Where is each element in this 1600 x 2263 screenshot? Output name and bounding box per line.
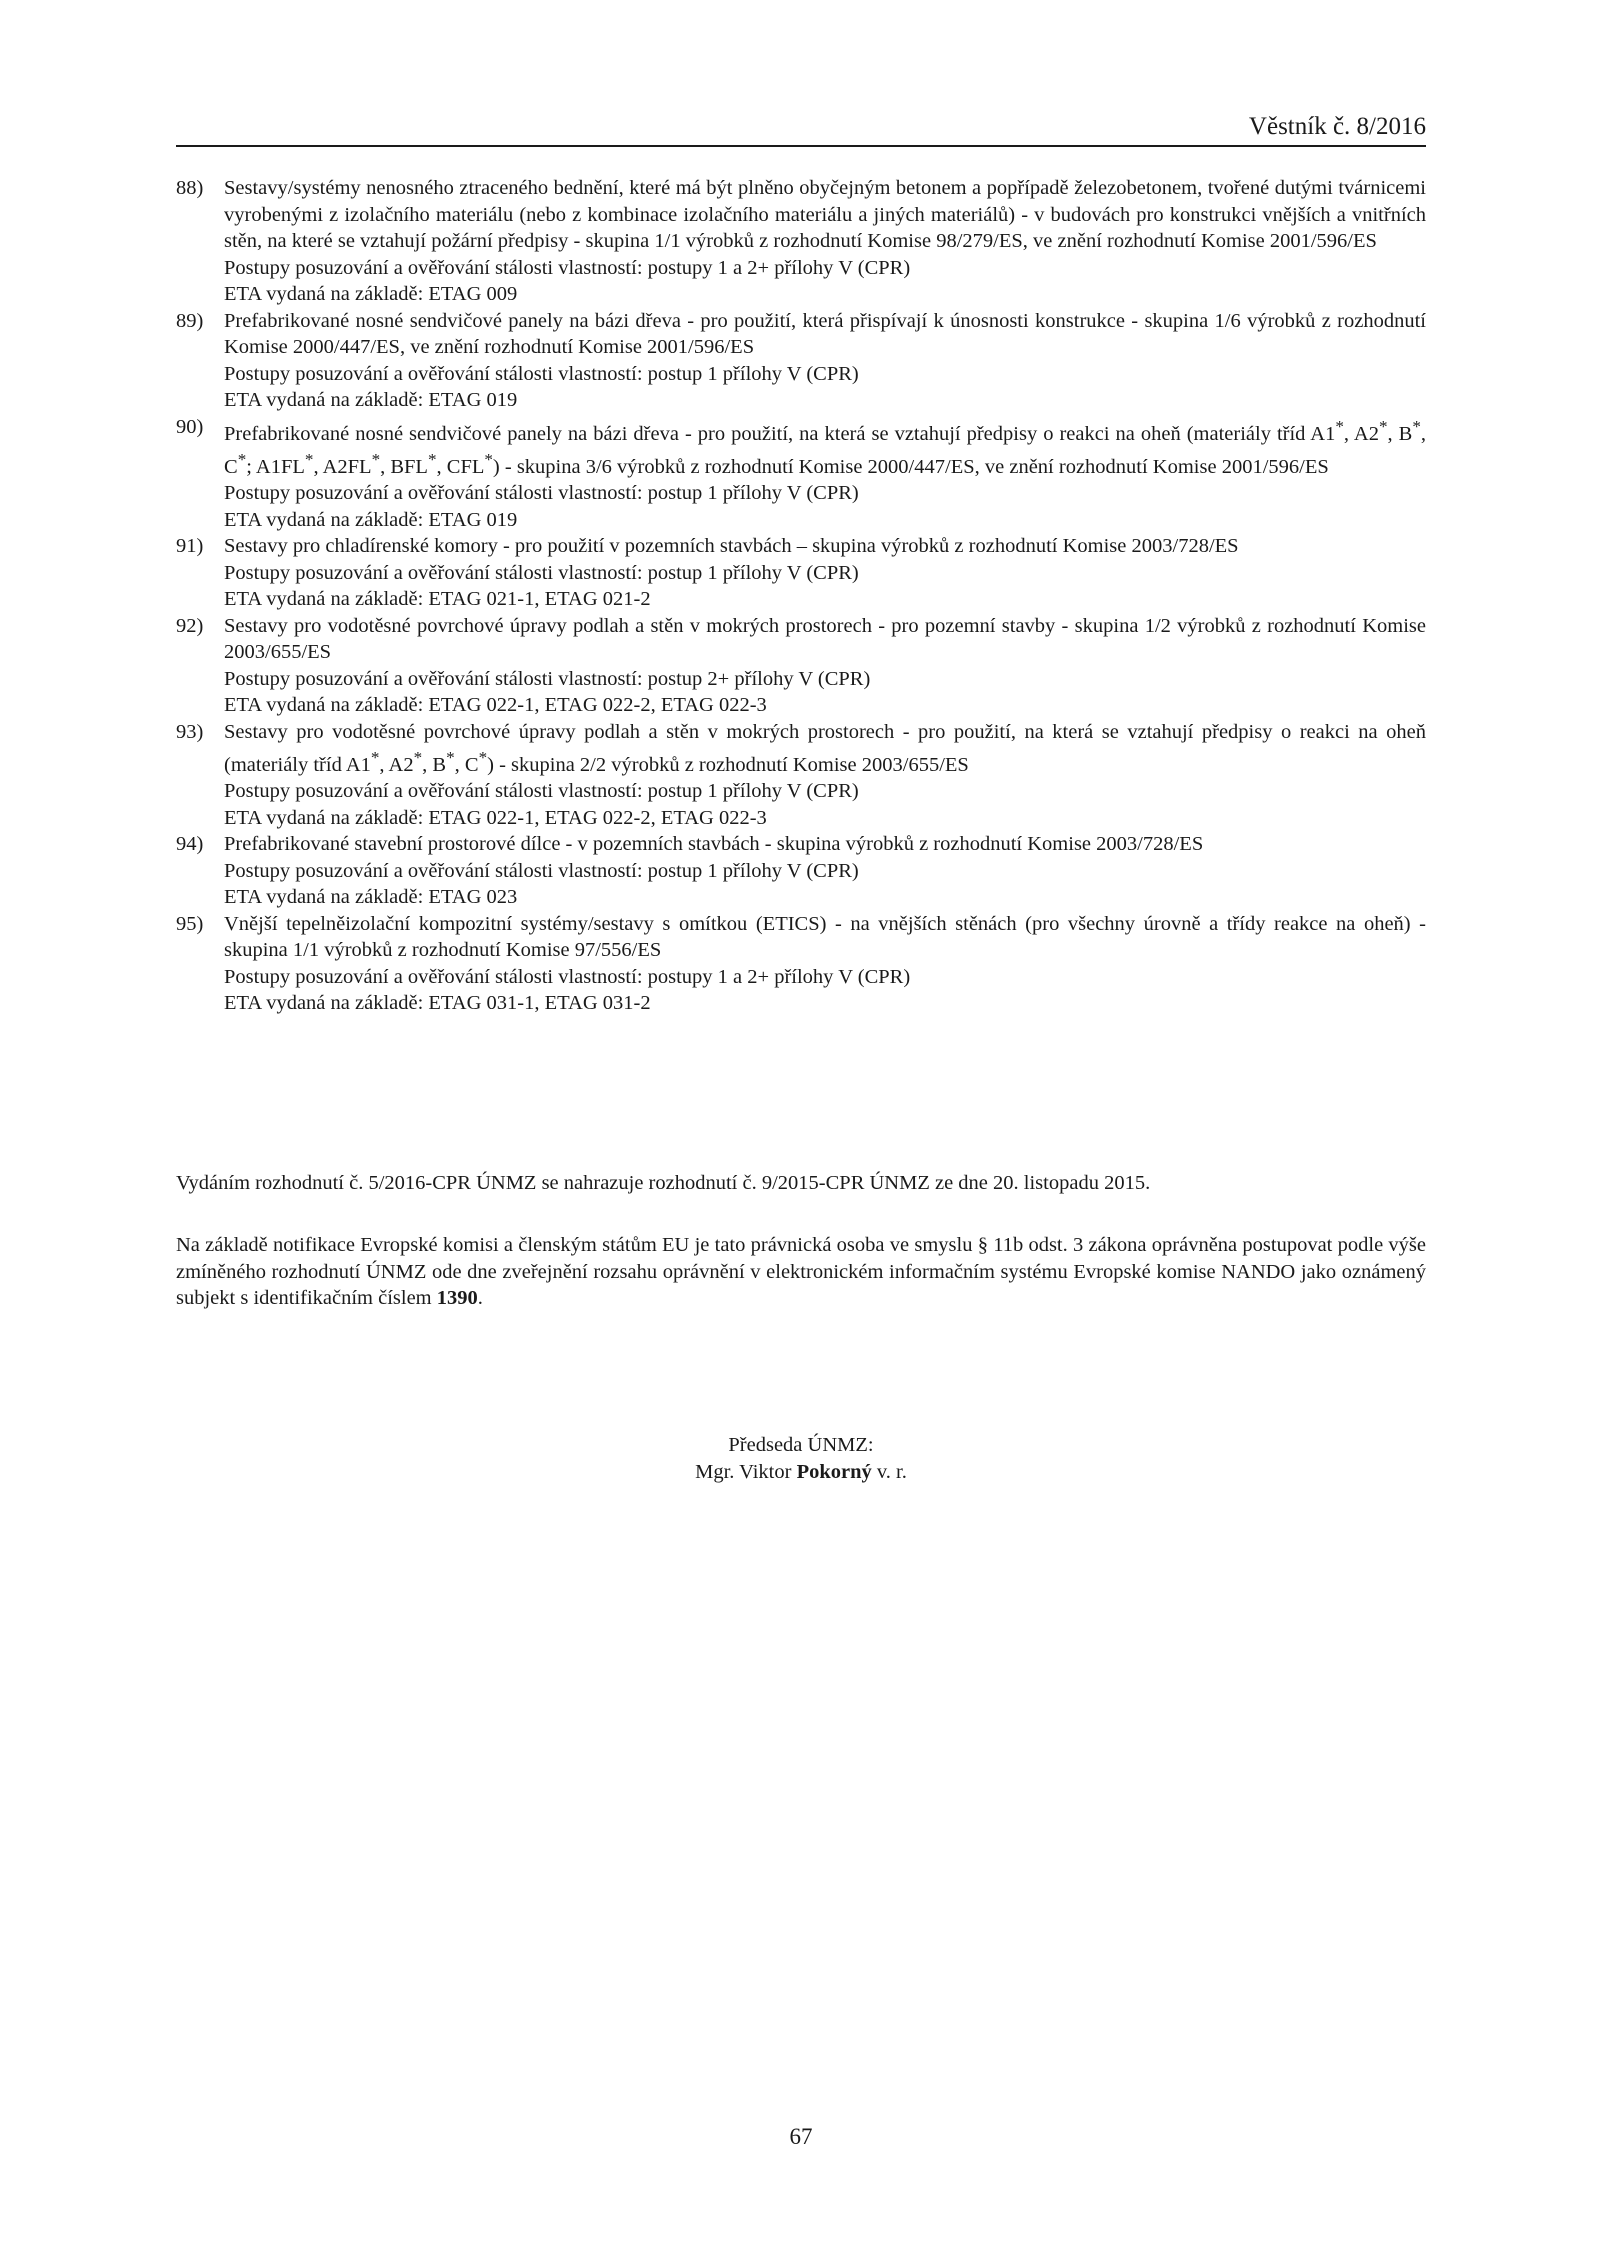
item-body — [224, 911, 1426, 1017]
item-eta: ETA vydaná na základě: ETAG 019 — [224, 389, 518, 411]
item-number: 88) — [176, 177, 204, 199]
identification-number: 1390 — [436, 1287, 478, 1309]
item-eta: ETA vydaná na základě: ETAG 021-1, ETAG 021-2 — [224, 588, 651, 611]
list-item — [176, 719, 1426, 832]
item-number: 90) — [176, 415, 204, 438]
item-number: 89) — [176, 309, 204, 332]
item-procedure: Postupy posuzování a ověřování stálosti vlastností: postup 1 přílohy V (CPR) — [224, 482, 859, 505]
list-item — [176, 911, 1426, 1017]
replacement-note-paragraph: Vydáním rozhodnutí č. 5/2016-CPR ÚNMZ se nahrazuje rozhodnutí č. 9/2015-CPR ÚNMZ ze dne 20. listopadu 2015. — [176, 1172, 1151, 1194]
item-procedure: Postupy posuzování a ověřování stálosti vlastností: postupy 1 a 2+ přílohy V (CPR) — [224, 256, 911, 279]
item-list — [176, 175, 1426, 1017]
notification-paragraph: Na základě notifikace Evropské komisi a členským státům EU je tato právnická osoba ve smyslu § 11b odst. 3 zákona oprávněna postupovat podle výše zmíněného rozhodnutí ÚNMZ ode dne zveřejnění rozsahu oprávnění v elektronickém informačním systému Evropské komise NANDO jako oznámený subjekt s identifikačním číslem 1390. — [176, 1234, 1426, 1309]
item-eta: ETA vydaná na základě: ETAG 009 — [224, 283, 518, 305]
item-eta: ETA vydaná na základě: ETAG 022-1, ETAG 022-2, ETAG 022-3 — [224, 806, 767, 829]
signature-name: Mgr. Viktor Pokorný v. r. — [695, 1460, 907, 1483]
item-number: 94) — [176, 833, 204, 856]
item-number: 92) — [176, 614, 204, 637]
signature-role: Předseda ÚNMZ: — [728, 1434, 874, 1456]
item-description: Sestavy/systémy nenosného ztraceného bednění, které má být plněno obyčejným betonem a popřípadě železobetonem, tvořené dutými tvárnicemi vyrobenými z izolačního materiálu (nebo z kombinace izolačního materiálu a jiných materiálů) - v budovách pro konstrukci vnějších a vnitřních stěn, na které se vztahují požární předpisy - skupina 1/1 výrobků z rozhodnutí Komise 98/279/ES, ve znění rozhodnutí Komise 2001/596/ES — [224, 177, 1426, 252]
list-item — [176, 613, 1426, 719]
item-procedure: Postupy posuzování a ověřování stálosti vlastností: postup 1 přílohy V (CPR) — [224, 362, 859, 385]
item-body — [224, 533, 1426, 613]
item-procedure: Postupy posuzování a ověřování stálosti vlastností: postup 1 přílohy V (CPR) — [224, 859, 859, 882]
signature-block — [176, 1432, 1426, 1485]
item-number: 91) — [176, 535, 204, 558]
list-item — [176, 175, 1426, 308]
item-body — [224, 414, 1426, 534]
item-eta: ETA vydaná na základě: ETAG 019 — [224, 508, 518, 531]
item-body — [224, 719, 1426, 832]
item-number: 93) — [176, 720, 204, 743]
list-item — [176, 831, 1426, 911]
item-body — [224, 308, 1426, 414]
item-number: 95) — [176, 912, 204, 935]
item-body — [224, 613, 1426, 719]
item-procedure: Postupy posuzování a ověřování stálosti vlastností: postup 1 přílohy V (CPR) — [224, 780, 859, 803]
list-item — [176, 414, 1426, 534]
item-description: Vnější tepelněizolační kompozitní systémy/sestavy s omítkou (ETICS) - na vnějších stěnách (pro všechny úrovně a třídy reakce na oheň) - skupina 1/1 výrobků z rozhodnutí Komise 97/556/ES — [224, 912, 1426, 962]
item-description: Sestavy pro vodotěsné povrchové úpravy podlah a stěn v mokrých prostorech - pro použití, na která se vztahují předpisy o reakci na oheň (materiály tříd A1*, A2*, B*, C*) - skupina 2/2 výrobků z rozhodnutí Komise 2003/655/ES — [224, 720, 1426, 776]
bulletin-header-title: Věstník č. 8/2016 — [1248, 113, 1426, 140]
item-description: Prefabrikované nosné sendvičové panely na bázi dřeva - pro použití, na která se vztahují předpisy o reakci na oheň (materiály tříd A1*, A2*, B*, C*; A1FL*, A2FL*, BFL*, CFL*) - skupina 3/6 výrobků z rozhodnutí Komise 2000/447/ES, ve znění rozhodnutí Komise 2001/596/ES — [224, 416, 1426, 478]
item-body — [224, 175, 1426, 308]
item-description: Sestavy pro vodotěsné povrchové úpravy podlah a stěn v mokrých prostorech - pro pozemní stavby - skupina 1/2 výrobků z rozhodnutí Komise 2003/655/ES — [224, 614, 1426, 664]
item-description: Sestavy pro chladírenské komory - pro použití v pozemních stavbách – skupina výrobků z rozhodnutí Komise 2003/728/ES — [224, 535, 1239, 558]
page-number: 67 — [789, 2124, 813, 2149]
item-procedure: Postupy posuzování a ověřování stálosti vlastností: postup 2+ přílohy V (CPR) — [224, 667, 871, 690]
item-eta: ETA vydaná na základě: ETAG 023 — [224, 886, 518, 909]
item-description: Prefabrikované nosné sendvičové panely na bázi dřeva - pro použití, která přispívají k únosnosti konstrukce - skupina 1/6 výrobků z rozhodnutí Komise 2000/447/ES, ve znění rozhodnutí Komise 2001/596/ES — [224, 309, 1426, 358]
list-item — [176, 308, 1426, 414]
item-eta: ETA vydaná na základě: ETAG 022-1, ETAG 022-2, ETAG 022-3 — [224, 694, 767, 717]
header-divider — [176, 145, 1426, 147]
item-body — [224, 831, 1426, 911]
item-procedure: Postupy posuzování a ověřování stálosti vlastností: postupy 1 a 2+ přílohy V (CPR) — [224, 965, 911, 988]
item-procedure: Postupy posuzování a ověřování stálosti vlastností: postup 1 přílohy V (CPR) — [224, 561, 859, 584]
list-item — [176, 533, 1426, 613]
item-eta: ETA vydaná na základě: ETAG 031-1, ETAG 031-2 — [224, 992, 651, 1015]
item-description: Prefabrikované stavební prostorové dílce - v pozemních stavbách - skupina výrobků z rozhodnutí Komise 2003/728/ES — [224, 833, 1204, 856]
